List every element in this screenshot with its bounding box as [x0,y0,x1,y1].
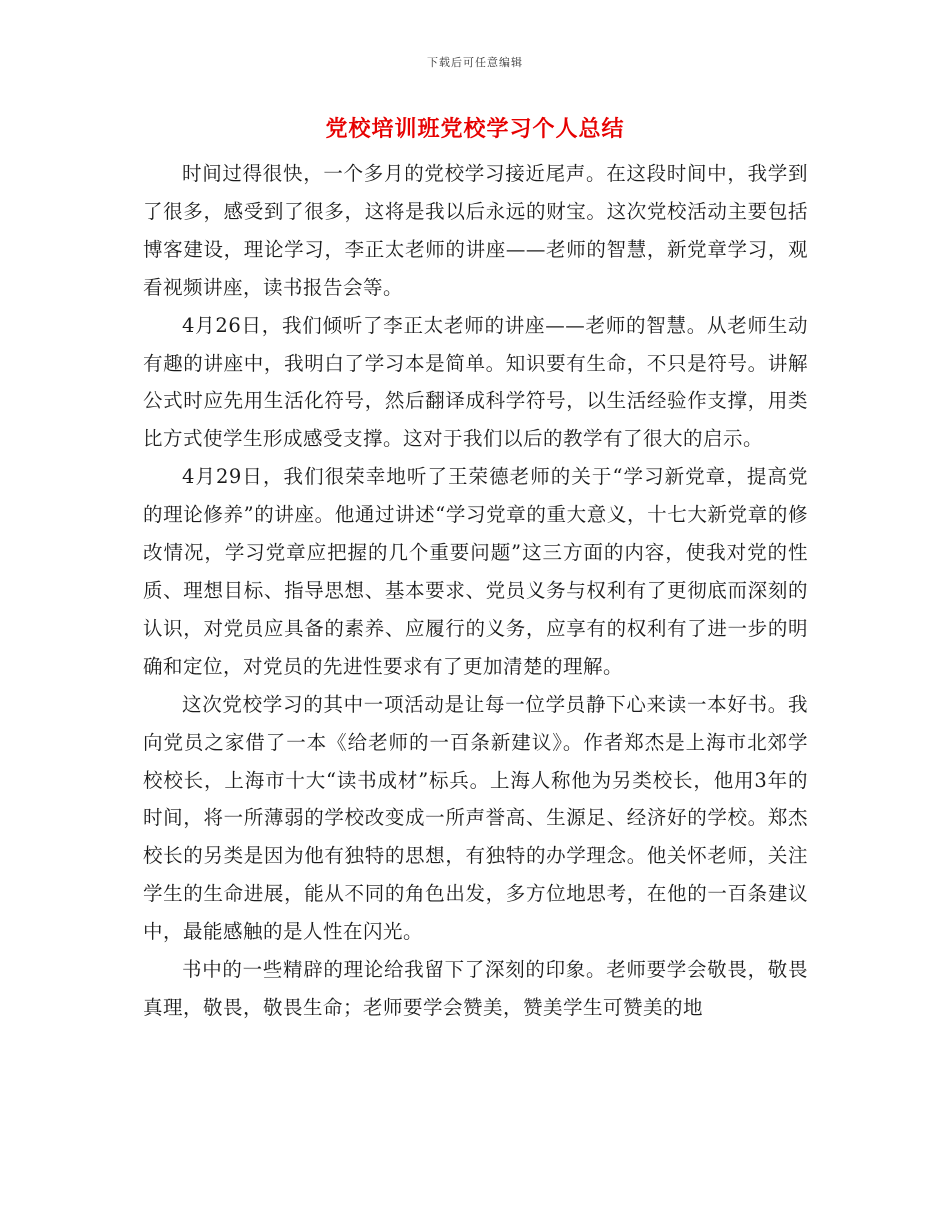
paragraph: 4月26日，我们倾听了李正太老师的讲座——老师的智慧。从老师生动有趣的讲座中，我明白了学习本是简单。知识要有生命，不只是符号。讲解公式时应先用生活化符号，然后翻译成科学符号，以生活经验作支撑，用类比方式使学生形成感受支撑。这对于我们以后的教学有了很大的启示。 [143,313,808,451]
paragraph: 时间过得很快，一个多月的党校学习接近尾声。在这段时间中，我学到了很多，感受到了很多，这将是我以后永远的财宝。这次党校活动主要包括博客建设，理论学习，李正太老师的讲座——老师的智慧，新党章学习，观看视频讲座，读书报告会等。 [143,162,808,299]
document-title: 党校培训班党校学习个人总结 [325,116,625,142]
document-body [143,155,808,1027]
paragraph: 4月29日，我们很荣幸地听了王荣德老师的关于“学习新党章，提高党的理论修养”的讲座。他通过讲述“学习党章的重大意义，十七大新党章的修改情况，学习党章应把握的几个重要问题”这三方面的内容，使我对党的性质、理想目标、指导思想、基本要求、党员义务与权利有了更彻底而深刻的认识，对党员应具备的素养、应履行的义务，应享有的权利有了进一步的明确和定位，对党员的先进性要求有了更加清楚的理解。 [143,465,808,678]
paragraph: 这次党校学习的其中一项活动是让每一位学员静下心来读一本好书。我向党员之家借了一本《给老师的一百条新建议》。作者郑杰是上海市北郊学校校长，上海市十大“读书成材”标兵。上海人称他为另类校长，他用3年的时间，将一所薄弱的学校改变成一所声誉高、生源足、经济好的学校。郑杰校长的另类是因为他有独特的思想，有独特的办学理念。他关怀老师，关注学生的生命进展，能从不同的角色出发，多方位地思考，在他的一百条建议中，最能感触的是人性在闪光。 [143,692,808,944]
header-note: 下载后可任意编辑 [427,56,523,69]
paragraph: 书中的一些精辟的理论给我留下了深刻的印象。老师要学会敬畏，敬畏真理，敬畏，敬畏生命；老师要学会赞美，赞美学生可赞美的地 [143,958,808,1019]
